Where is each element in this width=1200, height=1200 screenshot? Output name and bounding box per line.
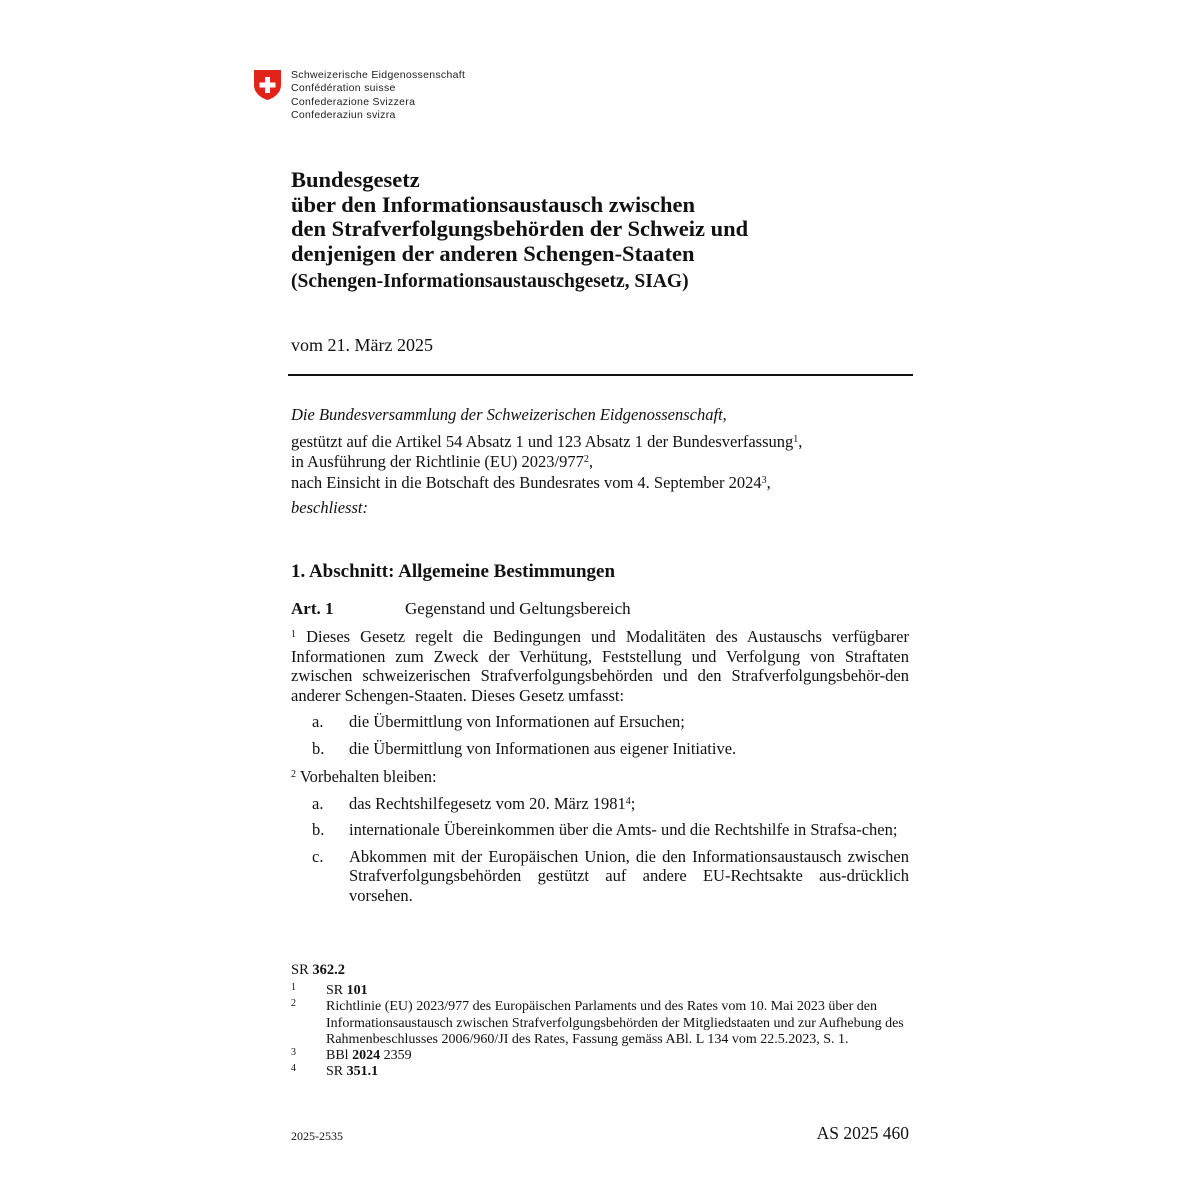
paragraph-text: Vorbehalten bleiben: <box>299 767 437 786</box>
list-item: b. die Übermittlung von Informationen aus eigener Initiative. <box>312 738 737 758</box>
list-item: a. die Übermittlung von Informationen auf Ersuchen; <box>312 712 685 731</box>
title-line: den Strafverfolgungsbehörden der Schweiz und <box>291 216 749 241</box>
footnote-ref: 3 <box>761 474 767 486</box>
footnote-ref: 1 <box>793 433 799 445</box>
emblem-line: Confederaziun svizra <box>291 108 396 121</box>
footnote: 2 Richtlinie (EU) 2023/977 des Europäischen Parlaments und des Rates vom 10. Mai 2023 über den Informationsaustausch zwischen Strafverfolgungsbehörden der Mitgliedstaaten und zur Aufhebung des Rahmenbeschlusses 2006/960/JI des Rates, Fassung gemäss ABl. L 134 vom 22.5.2023, S. 1. <box>291 998 904 1047</box>
preamble-line: in Ausführung der Richtlinie (EU) $2023/977^2$, <box>291 452 593 471</box>
article-heading <box>291 599 631 619</box>
paragraph-1-list <box>291 712 909 758</box>
list-item: b. internationale Übereinkommen über die Amts- und die Rechtshilfe in Strafsa-chen; <box>312 820 898 839</box>
sr-number: SR 362.2 <box>291 962 345 978</box>
footnote-ref: 2 <box>583 454 589 465</box>
preamble-line: nach Einsicht in die Botschaft des Bundesrates vom 4. September 2024$^3$, <box>291 472 771 492</box>
emblem-line: Confédération suisse <box>291 82 396 95</box>
document-title <box>291 168 748 266</box>
emblem-line: Schweizerische Eidgenossenschaft <box>291 69 466 81</box>
preamble-intro: Die Bundesversammlung der Schweizerischen Eidgenossenschaft, <box>291 405 727 424</box>
paragraph-2-list <box>291 794 909 906</box>
paragraph-1 <box>291 627 909 705</box>
title-line: denjenigen der anderen Schengen-Staaten <box>291 240 695 266</box>
emblem-line: Confederazione Svizzera <box>291 95 416 108</box>
footnote: 1 SR 101 <box>291 982 368 998</box>
footnote-ref: 4 <box>625 795 631 807</box>
paragraph-2 <box>291 767 909 787</box>
document-subtitle: (Schengen-Informationsaustauschgesetz, SIAG) <box>291 271 689 292</box>
section-heading: 1. Abschnitt: Allgemeine Bestimmungen <box>291 561 616 582</box>
list-item: a. das Rechtshilfegesetz vom 20. März 1981$^4$; <box>312 793 636 813</box>
list-item: c. Abkommen mit der Europäischen Union, die den Informationsaustausch zwischen Strafverfolgungsbehörden gestützt auf andere EU-Rechtsakte aus-drücklich vorsehen. <box>312 846 909 905</box>
confederation-names <box>291 69 465 122</box>
paragraph-text: Dieses Gesetz regelt die Bedingungen und Modalitäten des Austauschs verfügbarer Informationen zum Zweck der Verhütung, Feststellung und Verfolgung von Straftaten zwischen schweizerischen Strafverfolgungsbehörden und den Strafverfolgungsbehör-den anderer Schengen-Staaten. Dieses Gesetz umfasst: <box>291 627 909 705</box>
title-divider <box>288 374 913 376</box>
document-number: 2025-2535 <box>291 1129 343 1143</box>
official-collection-reference: AS 2025 460 <box>816 1123 909 1143</box>
title-line: über den Informationsaustausch zwischen <box>291 191 696 217</box>
swiss-cross-icon <box>252 69 283 101</box>
document-date: vom 21. März 2025 <box>291 335 433 355</box>
preamble-resolution: beschliesst: <box>291 498 368 517</box>
footnote: 3 BBl 2024 2359 <box>291 1047 412 1064</box>
title-line: Bundesgesetz <box>291 167 420 192</box>
article-title: Gegenstand und Geltungsbereich <box>405 599 631 618</box>
preamble-line: gestützt auf die Artikel 54 Absatz 1 und 123 Absatz 1 der Bundesverfassung$^1$, <box>291 431 803 451</box>
footnote: 4 SR 351.1 <box>291 1063 379 1080</box>
article-number: Art. 1 <box>291 599 334 618</box>
article-body <box>291 627 909 905</box>
preamble <box>291 405 802 519</box>
paragraph-number: 1 <box>291 629 296 640</box>
paragraph-number: 2 <box>291 769 296 780</box>
footnotes <box>291 983 911 1081</box>
